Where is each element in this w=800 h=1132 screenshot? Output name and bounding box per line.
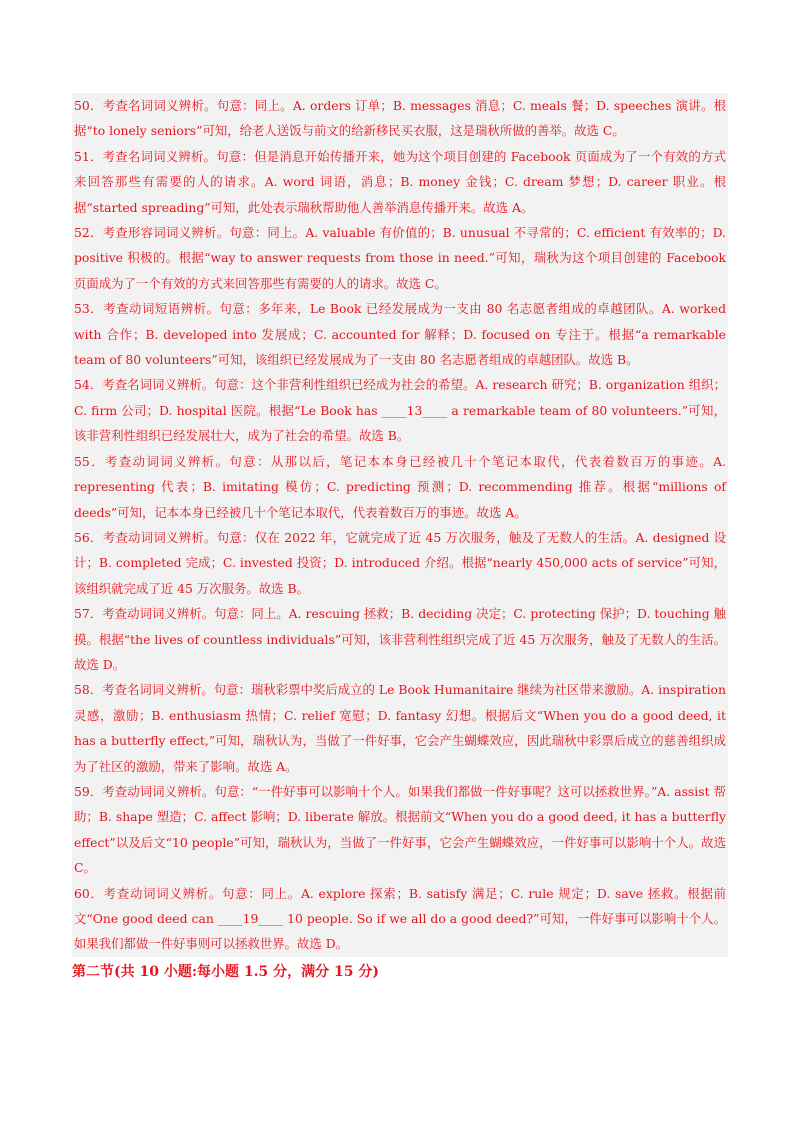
answer-item-54: 54．考查名词词义辨析。句意：这个非营利性组织已经成为社会的希望。A. research 研究；B. organization 组织；C. firm 公司；D. hospital 医院。根据“Le Book has ____13____ a remarkable team of 80 volunteers.”可知，该非营利性组织已经发展壮大，成为了社会的希望。故选 B。	[74, 377, 726, 444]
answer-item-52: 52．考查形容词词义辨析。句意：同上。A. valuable 有价值的；B. unusual 不寻常的；C. efficient 有效率的；D. positive 积极的。根据“way to answer requests from those in need.”可知，瑞秋为这个项目创建的 Facebook 页面成为了一个有效的方式来回答那些有需要的人的请求。故选 C。	[74, 225, 726, 291]
section-heading: 第二节(共 10 小题:每小题 1.5 分，满分 15 分)	[72, 963, 379, 980]
answer-item-58: 58．考查名词词义辨析。句意：瑞秋彩票中奖后成立的 Le Book Humanitaire 继续为社区带来激励。A. inspiration 灵感，激励；B. enthusiasm 热情；C. relief 宽慰；D. fantasy 幻想。根据后文“When you do a good deed, it has a butterfly effect,”可知，瑞秋认为，当做了一件好事，它会产生蝴蝶效应，因此瑞秋中彩票后成立的慈善组织成为了社区的激励，带来了影响。故选 A。	[74, 682, 726, 774]
answer-item-53: 53．考查动词短语辨析。句意：多年来，Le Book 已经发展成为一支由 80 名志愿者组成的卓越团队。A. worked with 合作；B. developed into 发展成；C. accounted for 解释；D. focused on 专注于。根据“a remarkable team of 80 volunteers”可知，该组织已经发展成为了一支由 80 名志愿者组成的卓越团队。故选 B。	[74, 301, 726, 368]
answer-item-56: 56．考查动词词义辨析。句意：仅在 2022 年，它就完成了近 45 万次服务，触及了无数人的生活。A. designed 设计；B. completed 完成；C. invested 投资；D. introduced 介绍。根据“nearly 450,000 acts of service”可知，该组织就完成了近 45 万次服务。故选 B。	[74, 529, 726, 596]
document-page	[72, 93, 728, 985]
answer-item-57: 57．考查动词词义辨析。句意：同上。A. rescuing 拯救；B. deciding 决定；C. protecting 保护；D. touching 触摸。根据“the lives of countless individuals”可知，该非营利性组织完成了近 45 万次服务，触及了无数人的生活。故选 D。	[74, 606, 726, 672]
answer-item-51: 51．考查名词词义辨析。句意：但是消息开始传播开来，她为这个项目创建的 Facebook 页面成为了一个有效的方式来回答那些有需要的人的请求。A. word 词语，消息；B. money 金钱；C. dream 梦想；D. career 职业。根据“started spreading”可知，此处表示瑞秋帮助他人善举消息传播开来。故选 A。	[74, 148, 726, 215]
answer-item-50: 50．考查名词词义辨析。句意：同上。A. orders 订单；B. messages 消息；C. meals 餐；D. speeches 演讲。根据“to lonely seniors”可知，给老人送饭与前文的给新移民买衣服，这是瑞秋所做的善举。故选 C。	[74, 98, 726, 139]
answer-item-55: 55．考查动词词义辨析。句意：从那以后，笔记本本身已经被几十个笔记本取代，代表着数百万的事迹。A. representing 代表；B. imitating 模仿；C. predicting 预测；D. recommending 推荐。根据“millions of deeds”可知，记本本身已经被几十个笔记本取代，代表着数百万的事迹。故选 A。	[74, 453, 726, 520]
answer-explanations	[72, 93, 728, 957]
answer-item-60: 60．考查动词词义辨析。句意：同上。A. explore 探索；B. satisfy 满足；C. rule 规定；D. save 拯救。根据前文“One good deed can ____19____ 10 people. So if we all do a good deed?”可知，一件好事可以影响十个人。如果我们都做一件好事则可以拯救世界。故选 D。	[74, 885, 726, 952]
answer-item-59: 59．考查动词词义辨析。句意：“一件好事可以影响十个人。如果我们都做一件好事呢？这可以拯救世界。”A. assist 帮助；B. shape 塑造；C. affect 影响；D. liberate 解放。根据前文“When you do a good deed, it has a butterfly effect”以及后文“10 people”可知，瑞秋认为，当做了一件好事，它会产生蝴蝶效应，一件好事可以影响十个人。故选 C。	[74, 783, 726, 876]
